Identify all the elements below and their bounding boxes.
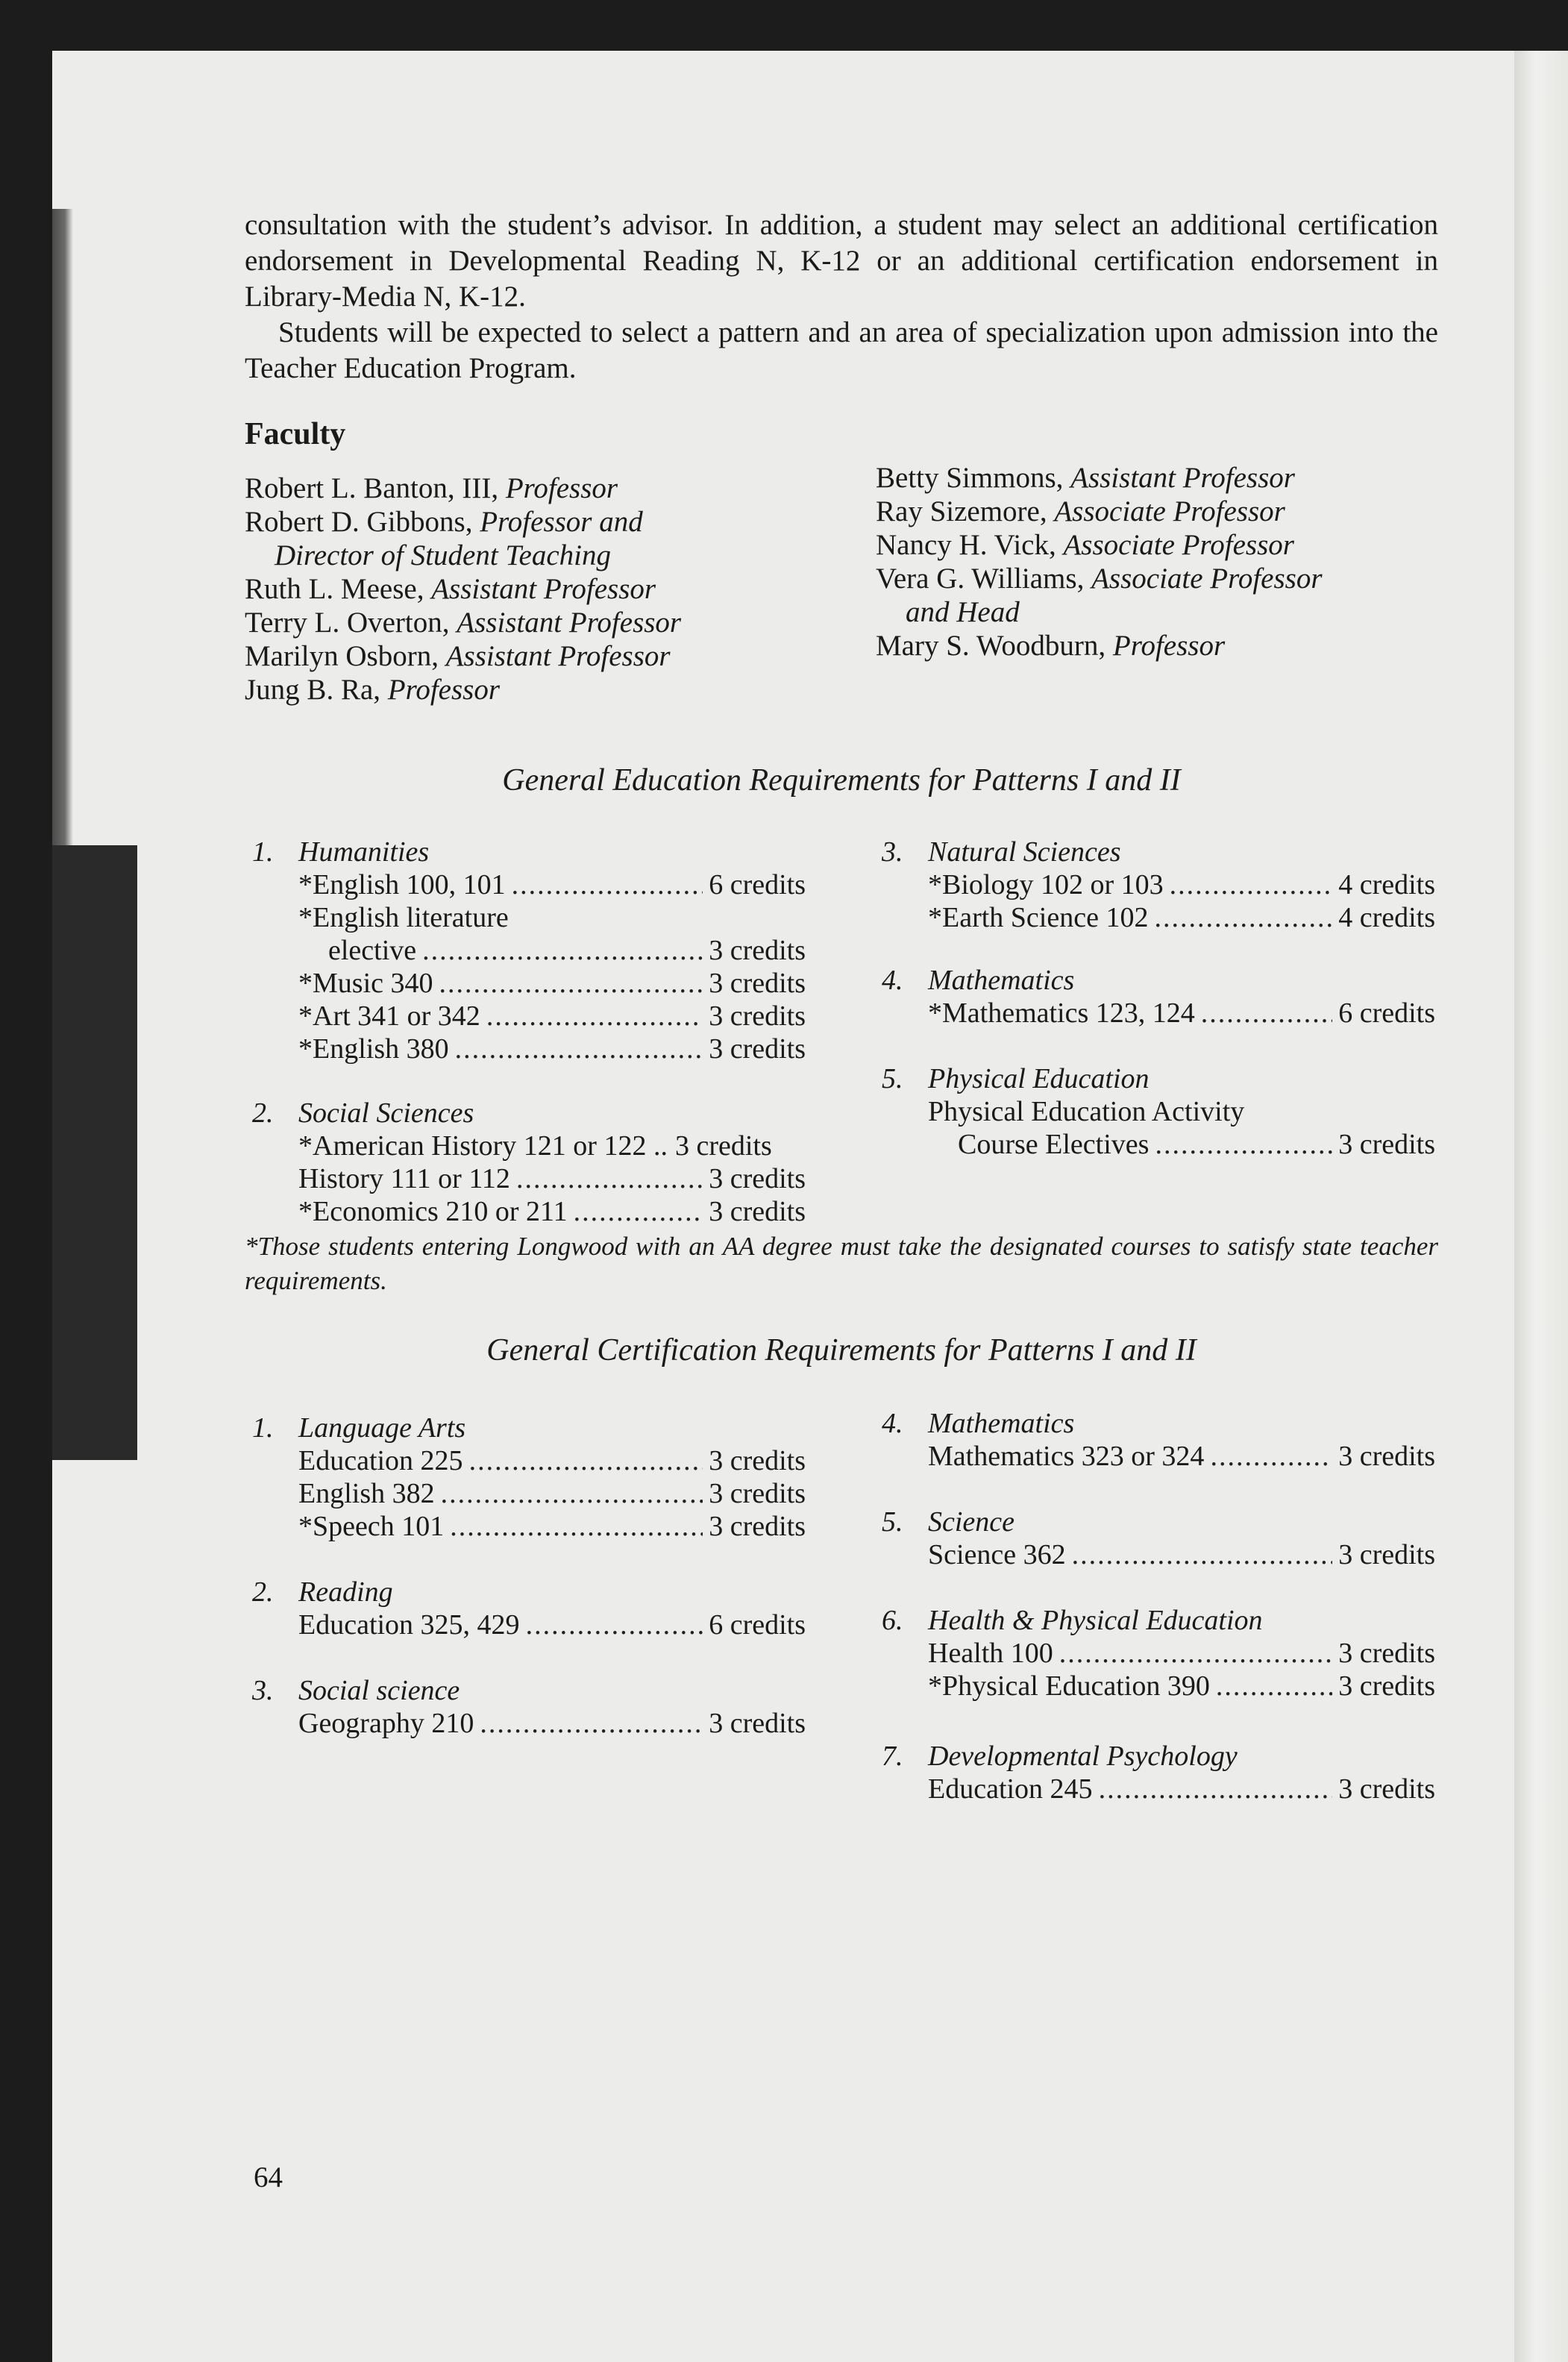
gen-cert-group	[252, 1674, 806, 1740]
course-name: elective	[328, 935, 417, 966]
gen-cert-group	[252, 1576, 806, 1641]
faculty-name: Nancy H. Vick,	[876, 529, 1056, 561]
course-name: Course Electives	[958, 1129, 1150, 1160]
course-credits: 3 credits	[1338, 1638, 1435, 1669]
leader-dots	[480, 1707, 703, 1740]
leader-dots	[1216, 1670, 1332, 1702]
faculty-title: Professor	[1112, 630, 1226, 662]
course-name: *Physical Education 390	[928, 1670, 1210, 1702]
course-row	[252, 1033, 806, 1065]
faculty-name: Ray Sizemore,	[876, 495, 1047, 527]
group-number: 2.	[252, 1097, 274, 1129]
course-credits: 4 credits	[1338, 902, 1435, 933]
faculty-name: Marilyn Osborn,	[245, 640, 439, 672]
course-credits: 4 credits	[1338, 869, 1435, 900]
leader-dots	[526, 1608, 703, 1641]
group-title: Natural Sciences	[928, 836, 1121, 868]
course-credits: 3 credits	[709, 1708, 806, 1739]
course-credits: 3 credits	[1338, 1539, 1435, 1570]
group-title: Developmental Psychology	[928, 1741, 1238, 1772]
course-credits: 3 credits	[709, 1196, 806, 1227]
course-row	[252, 934, 806, 967]
binding-shadow	[52, 209, 73, 850]
course-credits: 6 credits	[709, 869, 806, 900]
group-number: 1.	[252, 836, 274, 868]
faculty-title: Professor	[505, 472, 618, 504]
faculty-title-continued: and Head	[906, 596, 1020, 628]
course-row	[252, 1162, 806, 1195]
course-credits: 3 credits	[709, 1511, 806, 1542]
course-name: Education 225	[298, 1445, 463, 1476]
course-credits: 3 credits	[709, 1163, 806, 1194]
gen-ed-group	[252, 836, 806, 1065]
course-name: Science 362	[928, 1539, 1066, 1570]
group-number: 4.	[882, 965, 903, 996]
gen-ed-group	[882, 964, 1435, 1030]
course-row	[882, 868, 1435, 901]
leader-dots	[450, 1510, 703, 1543]
leader-dots	[455, 1033, 703, 1065]
faculty-title: Associate Professor	[1054, 495, 1285, 527]
intro-paragraph-2: Students will be expected to select a pattern and an area of specialization upon admission into the Teacher Education Program.	[245, 316, 1438, 384]
course-name: Geography 210	[298, 1708, 474, 1739]
leader-dots	[574, 1195, 703, 1228]
course-name: Physical Education Activity	[928, 1096, 1245, 1127]
gen-ed-group	[252, 1097, 806, 1228]
group-number: 5.	[882, 1506, 903, 1538]
course-name: Education 245	[928, 1773, 1093, 1805]
course-row	[252, 1000, 806, 1033]
course-name: *Biology 102 or 103	[928, 869, 1164, 900]
gen-ed-title: General Education Requirements for Patterns I and II	[502, 763, 1181, 798]
faculty-title: Associate Professor	[1063, 529, 1294, 561]
leader-dots	[469, 1444, 703, 1477]
faculty-title: Assistant Professor	[457, 607, 682, 639]
course-credits: 6 credits	[1338, 997, 1435, 1029]
course-credits: 3 credits	[709, 935, 806, 966]
group-title: Language Arts	[298, 1412, 466, 1444]
group-title: Reading	[298, 1576, 393, 1608]
faculty-name: Jung B. Ra,	[245, 674, 381, 706]
course-row	[252, 967, 806, 1000]
course-row	[882, 1538, 1435, 1571]
faculty-name: Ruth L. Meese,	[245, 573, 424, 605]
leader-dots	[1099, 1773, 1333, 1805]
gen-ed-group	[882, 1062, 1435, 1161]
course-row	[252, 1444, 806, 1477]
gen-cert-group	[882, 1407, 1435, 1473]
faculty-member	[876, 562, 1323, 595]
course-name: English 382	[298, 1478, 435, 1509]
leader-dots	[1059, 1637, 1332, 1670]
course-name: *English literature	[298, 902, 509, 933]
thumb-index-tab	[52, 845, 137, 1460]
course-name: Education 325, 429	[298, 1609, 520, 1641]
course-credits: 6 credits	[709, 1609, 806, 1641]
faculty-title: Professor	[387, 674, 500, 706]
leader-dots	[486, 1000, 703, 1033]
group-title: Social Sciences	[298, 1097, 474, 1129]
faculty-title: Assistant Professor	[1070, 462, 1295, 494]
leader-dots	[422, 934, 703, 967]
course-name: History 111 or 112	[298, 1163, 510, 1194]
group-number: 4.	[882, 1408, 903, 1439]
faculty-heading: Faculty	[245, 417, 346, 451]
course-row	[252, 1195, 806, 1228]
group-number: 3.	[882, 836, 903, 868]
faculty-member	[245, 505, 681, 539]
gen-cert-group	[882, 1604, 1435, 1702]
intro-paragraph-1: consultation with the student’s advisor. In addition, a student may select an additional certification endorsement in Developmental Reading N, K-12 or an additional certification endorsement in Library-Media N, K-12.	[245, 209, 1438, 313]
gen-ed-footnote: *Those students entering Longwood with an AA degree must take the designated courses to satisfy state teacher requirements.	[245, 1232, 1438, 1295]
course-name: *Mathematics 123, 124	[928, 997, 1195, 1029]
gen-cert-group	[882, 1740, 1435, 1805]
course-name: Mathematics 323 or 324	[928, 1441, 1205, 1472]
course-name: *Speech 101	[298, 1511, 445, 1542]
course-row	[252, 1707, 806, 1740]
faculty-name: Robert L. Banton, III,	[245, 472, 499, 504]
course-credits: 3 credits	[709, 1445, 806, 1476]
group-number: 6.	[882, 1605, 903, 1636]
group-title: Mathematics	[928, 965, 1075, 996]
course-row	[882, 997, 1435, 1030]
faculty-list-left	[245, 472, 681, 707]
leader-dots	[516, 1162, 703, 1195]
faculty-member	[876, 461, 1323, 495]
faculty-name: Betty Simmons,	[876, 462, 1064, 494]
group-title: Humanities	[298, 836, 430, 868]
group-number: 5.	[882, 1063, 903, 1094]
course-row	[252, 1130, 806, 1162]
course-name: *American History 121 or 122 ..	[298, 1130, 668, 1162]
course-row	[882, 1670, 1435, 1702]
faculty-member	[876, 495, 1323, 528]
leader-dots	[439, 967, 703, 1000]
course-name: *Earth Science 102	[928, 902, 1149, 933]
course-name: *Art 341 or 342	[298, 1000, 480, 1032]
page-number: 64	[254, 2161, 283, 2193]
leader-dots	[1210, 1440, 1332, 1473]
faculty-member	[245, 673, 681, 707]
faculty-member	[245, 472, 681, 505]
faculty-title-continued: Director of Student Teaching	[275, 539, 611, 571]
leader-dots	[1154, 901, 1332, 934]
course-credits: 3 credits	[1338, 1670, 1435, 1702]
course-row	[252, 868, 806, 901]
faculty-member	[245, 572, 681, 606]
group-number: 7.	[882, 1741, 903, 1772]
course-name: *English 380	[298, 1033, 449, 1065]
course-row	[882, 901, 1435, 934]
faculty-title: Assistant Professor	[431, 573, 656, 605]
leader-dots	[441, 1477, 703, 1510]
course-row	[882, 1128, 1435, 1161]
group-number: 3.	[252, 1675, 274, 1706]
course-credits: 3 credits	[709, 968, 806, 999]
leader-dots	[1201, 997, 1332, 1030]
course-row	[252, 1608, 806, 1641]
gen-cert-group	[252, 1412, 806, 1543]
faculty-member	[876, 528, 1323, 562]
group-title: Mathematics	[928, 1408, 1075, 1439]
course-credits: 3 credits	[1338, 1773, 1435, 1805]
faculty-name: Terry L. Overton,	[245, 607, 450, 639]
course-credits: 3 credits	[709, 1033, 806, 1065]
course-name: *Economics 210 or 211	[298, 1196, 568, 1227]
leader-dots	[1170, 868, 1333, 901]
group-title: Social science	[298, 1675, 460, 1706]
faculty-list-right	[876, 461, 1323, 662]
group-number: 2.	[252, 1576, 274, 1608]
group-number: 1.	[252, 1412, 274, 1444]
faculty-title: Assistant Professor	[445, 640, 671, 672]
faculty-member	[876, 629, 1323, 662]
course-credits: 3 credits	[1338, 1441, 1435, 1472]
gen-ed-group	[882, 836, 1435, 934]
course-credits: 3 credits	[709, 1478, 806, 1509]
course-credits: 3 credits	[1338, 1129, 1435, 1160]
course-row	[252, 1477, 806, 1510]
faculty-member	[245, 639, 681, 673]
leader-dots	[1155, 1128, 1332, 1161]
course-name: Health 100	[928, 1638, 1053, 1669]
gen-cert-group	[882, 1506, 1435, 1571]
course-row	[882, 1440, 1435, 1473]
faculty-title: Professor and	[480, 506, 643, 538]
course-row	[252, 1510, 806, 1543]
course-credits: 3 credits	[709, 1000, 806, 1032]
intro-text	[245, 207, 1438, 386]
page-edge	[1514, 51, 1568, 2362]
faculty-name: Vera G. Williams,	[876, 563, 1085, 595]
faculty-name: Mary S. Woodburn,	[876, 630, 1106, 662]
course-name: *Music 340	[298, 968, 433, 999]
course-row	[882, 1637, 1435, 1670]
faculty-member	[245, 606, 681, 639]
leader-dots	[512, 868, 703, 901]
course-row	[882, 1773, 1435, 1805]
group-title: Health & Physical Education	[928, 1605, 1263, 1636]
course-credits: 3 credits	[674, 1130, 772, 1162]
gen-cert-title: General Certification Requirements for Patterns I and II	[486, 1333, 1197, 1368]
group-title: Science	[928, 1506, 1015, 1538]
leader-dots	[1072, 1538, 1333, 1571]
faculty-name: Robert D. Gibbons,	[245, 506, 473, 538]
faculty-title: Associate Professor	[1091, 563, 1323, 595]
group-title: Physical Education	[928, 1063, 1150, 1094]
course-name: *English 100, 101	[298, 869, 506, 900]
